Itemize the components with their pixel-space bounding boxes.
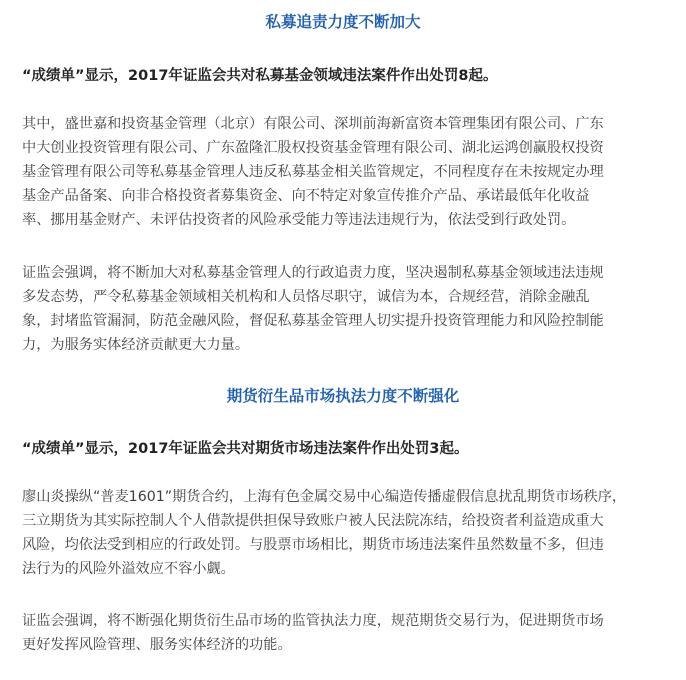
lead-futures: “成绩单”显示，2017年证监会共对期货市场违法案件作出处罚3起。 [22,441,469,457]
paragraph-line: 证监会强调，将不断强化期货衍生品市场的监管执法力度，规范期货交易行为，促进期货市场 [22,613,604,629]
paragraph-line: 证监会强调，将不断加大对私募基金管理人的行政追责力度，坚决遏制私募基金领域违法违规 [22,265,604,281]
paragraph-line: 其中，盛世嘉和投资基金管理（北京）有限公司、深圳前海新富资本管理集团有限公司、广东 [22,116,604,132]
lead-private-fund: “成绩单”显示，2017年证监会共对私募基金领域违法案件作出处罚8起。 [22,68,498,84]
paragraph-line: 三立期货为其实际控制人个人借款提供担保导致账户被人民法院冻结，给投资者利益造成重大 [22,513,604,529]
paragraph-line: 法行为的风险外溢效应不容小觑。 [22,561,235,577]
paragraph-futures-cases [22,485,676,581]
paragraph-private-fund-emphasis [22,261,676,357]
paragraph-private-fund-cases [22,112,676,232]
section-title-private-fund: 私募追责力度不断加大 [265,13,421,31]
paragraph-line: 基金管理有限公司等私募基金管理人违反私募基金相关监管规定，不同程度存在未按规定办理 [22,164,604,180]
paragraph-line: 风险，均依法受到相应的行政处罚。与股票市场相比，期货市场违法案件虽然数量不多，但违 [22,537,604,553]
paragraph-line: 廖山炎操纵“普麦1601”期货合约，上海有色金属交易中心编造传播虚假信息扰乱期货市场秩序， [22,489,627,505]
paragraph-line: 中大创业投资管理有限公司、广东盈隆汇股权投资基金管理有限公司、湖北运鸿创赢股权投资 [22,140,604,156]
paragraph-line: 象，封堵监管漏洞，防范金融风险，督促私募基金管理人切实提升投资管理能力和风险控制能 [22,313,604,329]
paragraph-line: 更好发挥风险管理、服务实体经济的功能。 [22,637,292,653]
paragraph-line: 力，为服务实体经济贡献更大力量。 [22,337,250,353]
paragraph-line: 率、挪用基金财产、未评估投资者的风险承受能力等违法违规行为，依法受到行政处罚。 [22,212,576,228]
paragraph-line: 多发态势，严令私募基金领域相关机构和人员恪尽职守，诚信为本，合规经营，消除金融乱 [22,289,590,305]
paragraph-futures-emphasis [22,609,676,657]
paragraph-line: 基金产品备案、向非合格投资者募集资金、向不特定对象宣传推介产品、承诺最低年化收益 [22,188,590,204]
section-title-futures: 期货衍生品市场执法力度不断强化 [226,387,460,405]
